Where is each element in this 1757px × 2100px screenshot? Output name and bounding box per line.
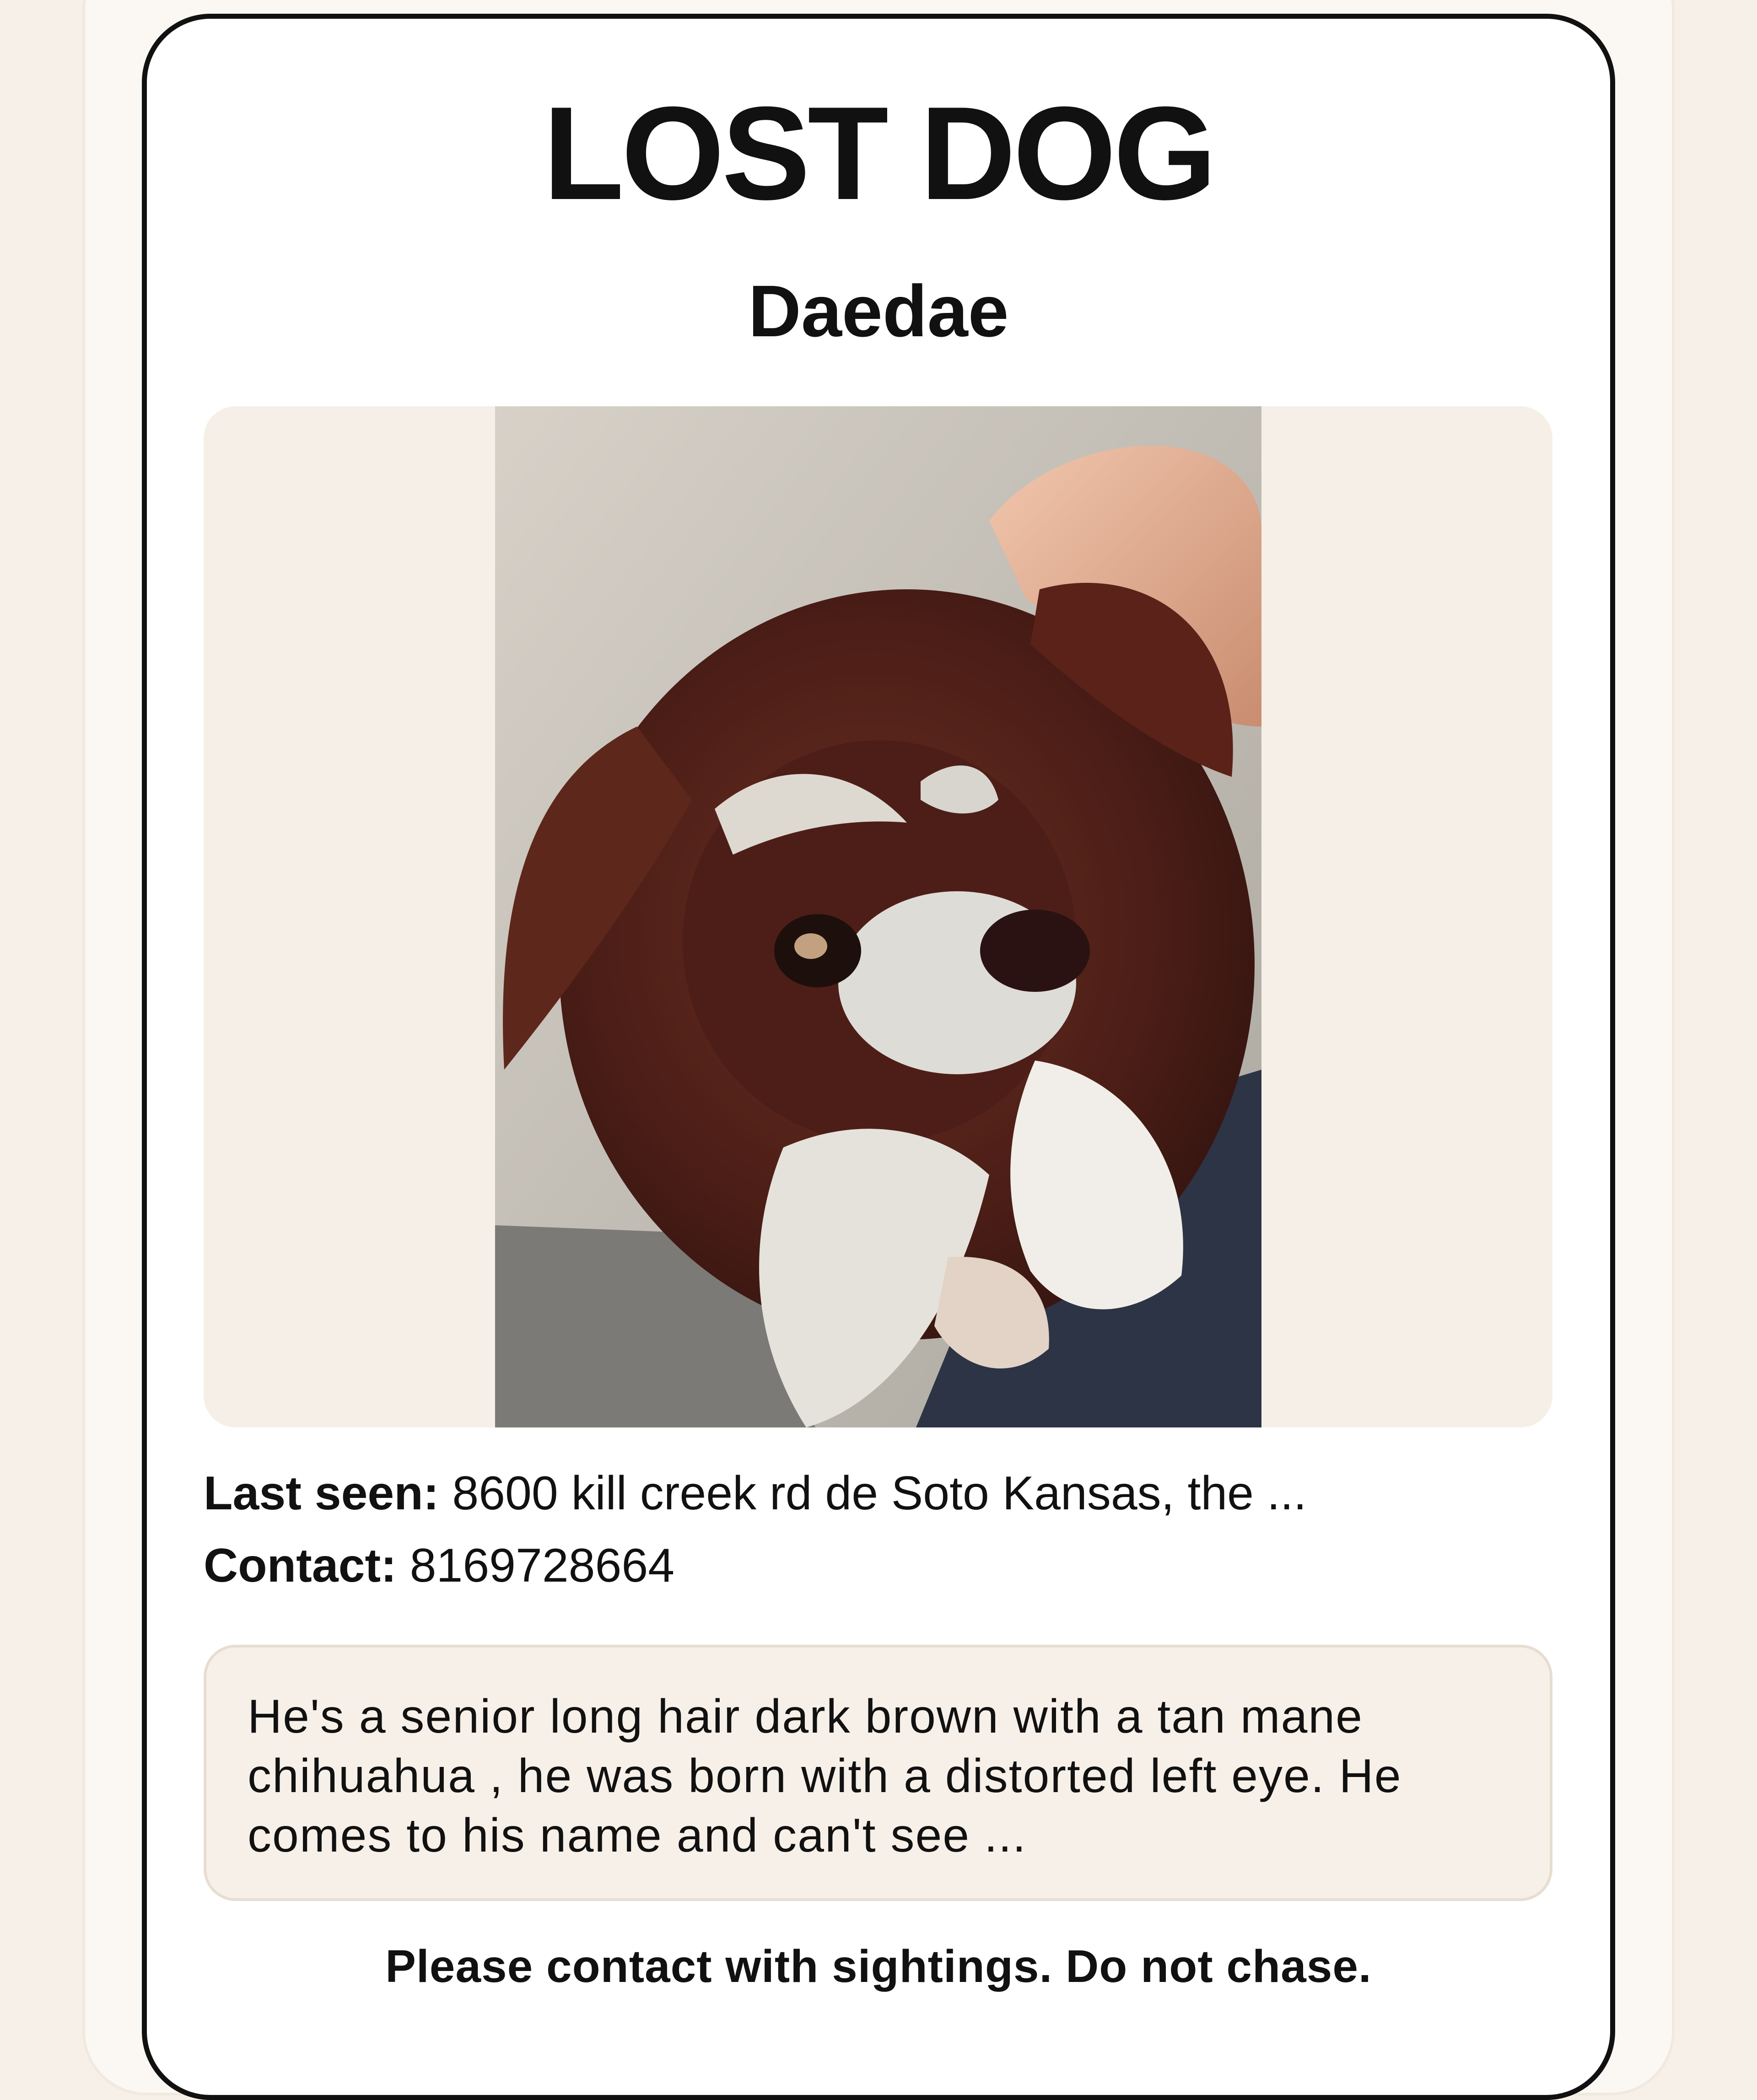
description-text: He's a senior long hair dark brown with a tan mane chihuahua , he was born with a distorted left eye. He comes to his name and can't see ... [248, 1690, 1402, 1862]
footer-note: Please contact with sightings. Do not chase. [385, 1941, 1372, 1992]
last-seen-value: 8600 kill creek rd de Soto Kansas, the ... [439, 1467, 1307, 1520]
last-seen-label: Last seen: [204, 1467, 439, 1520]
contact-value: 8169728664 [396, 1539, 675, 1592]
photo-panel [204, 406, 1552, 1427]
dog-name: Daedae [748, 270, 1009, 352]
description-box [204, 1645, 1552, 1901]
dog-photo[interactable] [495, 406, 1261, 1427]
contact-line [204, 1539, 675, 1592]
poster-title: LOST DOG [543, 79, 1214, 227]
contact-label: Contact: [204, 1539, 397, 1592]
last-seen-line [204, 1467, 1307, 1520]
